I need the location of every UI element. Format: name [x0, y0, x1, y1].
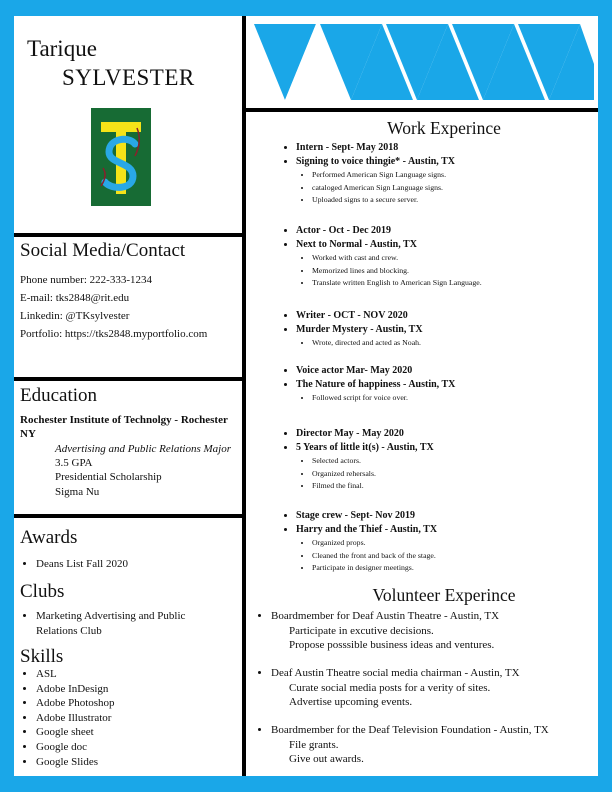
last-name: SYLVESTER	[62, 65, 195, 90]
job-detail: • Cleaned the front and back of the stage.	[312, 550, 606, 563]
divider-contact	[14, 233, 242, 237]
job-entry	[280, 427, 606, 493]
job-place-text: Next to Normal - Austin, TX	[296, 239, 417, 250]
volunteer-line: Advertise upcoming events.	[289, 696, 413, 708]
job-details	[296, 455, 606, 493]
job-place	[296, 323, 606, 350]
volunteer-title: Volunteer Experince	[372, 585, 516, 605]
skill-item: • Adobe InDesign	[36, 682, 236, 697]
job-detail: • Selected actors.	[312, 455, 606, 468]
job-role: • Actor - Oct - Dec 2019	[296, 224, 606, 238]
divider-work	[246, 108, 598, 112]
contact-portfolio[interactable]: Portfolio: https://tks2848.myportfolio.com	[20, 328, 208, 340]
job-entry	[280, 141, 606, 207]
education-major: Advertising and Public Relations Major	[55, 443, 231, 455]
volunteer-head: Deaf Austin Theatre social media chairman - Austin, TX	[271, 667, 520, 679]
volunteer-item	[271, 666, 611, 710]
job-place-text: Murder Mystery - Austin, TX	[296, 324, 423, 335]
volunteer-line: Participate in excutive decisions.	[289, 624, 434, 637]
work-title: Work Experince	[387, 118, 501, 138]
volunteer-item	[271, 609, 611, 653]
job-entry	[280, 224, 606, 290]
job-place	[296, 441, 606, 493]
frame-bottom-border	[0, 776, 612, 792]
job-detail: • Organized rehersals.	[312, 468, 606, 481]
volunteer-line: Propose posssible business ideas and ventures.	[289, 639, 495, 651]
job-detail: • Performed American Sign Language signs.	[312, 169, 606, 182]
club-item: • Marketing Advertising and Public Relations Club	[36, 609, 221, 638]
volunteer-entry	[254, 723, 611, 767]
job-role: • Stage crew - Sept- Nov 2019	[296, 509, 606, 523]
job-place	[296, 523, 606, 575]
triangle-banner	[246, 16, 598, 108]
job-detail: • Worked with cast and crew.	[312, 252, 606, 265]
job-role: • Intern - Sept- May 2018	[296, 141, 606, 155]
education-title: Education	[20, 385, 98, 406]
volunteer-entry	[254, 609, 611, 653]
education-fraternity: Sigma Nu	[55, 486, 100, 498]
job-place	[296, 378, 606, 405]
job-role: • Director May - May 2020	[296, 427, 606, 441]
divider-education	[14, 377, 242, 381]
job-detail: • Translate written English to American Sign Language.	[312, 277, 606, 290]
volunteer-line: File grants.	[289, 738, 339, 751]
job-place	[296, 238, 606, 290]
job-details	[296, 337, 606, 350]
job-place-text: The Nature of happiness - Austin, TX	[296, 379, 456, 390]
job-entry	[280, 364, 606, 405]
divider-awards	[14, 514, 242, 518]
job-entry	[280, 309, 606, 350]
job-place-text: Signing to voice thingie* - Austin, TX	[296, 156, 456, 167]
job-details	[296, 392, 606, 405]
job-detail: • cataloged American Sign Language signs.	[312, 182, 606, 195]
job-detail: • Memorized lines and blocking.	[312, 265, 606, 278]
volunteer-head: Boardmember for Deaf Austin Theatre - Austin, TX	[271, 610, 500, 622]
contact-title: Social Media/Contact	[20, 240, 186, 261]
award-item: • Deans List Fall 2020	[36, 557, 236, 572]
job-place	[296, 155, 606, 207]
volunteer-line: Give out awards.	[289, 753, 364, 765]
awards-title: Awards	[20, 527, 78, 548]
clubs-list	[20, 609, 221, 638]
job-detail: • Participate in designer meetings.	[312, 562, 606, 575]
education-gpa: 3.5 GPA	[55, 457, 93, 469]
volunteer-entry	[254, 666, 611, 710]
job-detail: • Wrote, directed and acted as Noah.	[312, 337, 606, 350]
contact-email[interactable]: E-mail: tks2848@rit.edu	[20, 292, 130, 304]
skill-item: • Google doc	[36, 740, 236, 755]
volunteer-head: Boardmember for the Deaf Television Foundation - Austin, TX	[271, 724, 549, 736]
education-school: Rochester Institute of Technolgy - Rochester NY	[20, 414, 228, 440]
first-name: Tarique	[27, 36, 97, 61]
skill-item: • Adobe Illustrator	[36, 711, 236, 726]
job-entry	[280, 509, 606, 575]
frame-left-border	[0, 0, 14, 792]
skill-item: • Google Slides	[36, 755, 236, 770]
skill-item: • Adobe Photoshop	[36, 696, 236, 711]
job-detail: • Followed script for voice over.	[312, 392, 606, 405]
ts-monogram-logo	[91, 108, 151, 206]
frame-top-border	[0, 0, 612, 16]
job-details	[296, 537, 606, 575]
skills-title: Skills	[20, 646, 64, 667]
job-place-text: Harry and the Thief - Austin, TX	[296, 524, 438, 535]
job-role: • Writer - OCT - NOV 2020	[296, 309, 606, 323]
skill-item: • Google sheet	[36, 725, 236, 740]
contact-phone: Phone number: 222-333-1234	[20, 274, 152, 286]
awards-list	[20, 557, 236, 572]
job-detail: • Uploaded signs to a secure server.	[312, 194, 606, 207]
clubs-title: Clubs	[20, 581, 65, 602]
skill-item: • ASL	[36, 667, 236, 682]
job-detail: • Organized props.	[312, 537, 606, 550]
job-details	[296, 252, 606, 290]
contact-linkedin[interactable]: Linkedin: @TKsylvester	[20, 310, 130, 322]
job-detail: • Filmed the final.	[312, 480, 606, 493]
job-place-text: 5 Years of little it(s) - Austin, TX	[296, 442, 434, 453]
job-details	[296, 169, 606, 207]
volunteer-line: Curate social media posts for a verity of sites.	[289, 681, 491, 694]
volunteer-item	[271, 723, 611, 767]
job-role: • Voice actor Mar- May 2020	[296, 364, 606, 378]
education-scholarship: Presidential Scholarship	[55, 471, 162, 483]
skills-list	[20, 667, 236, 769]
